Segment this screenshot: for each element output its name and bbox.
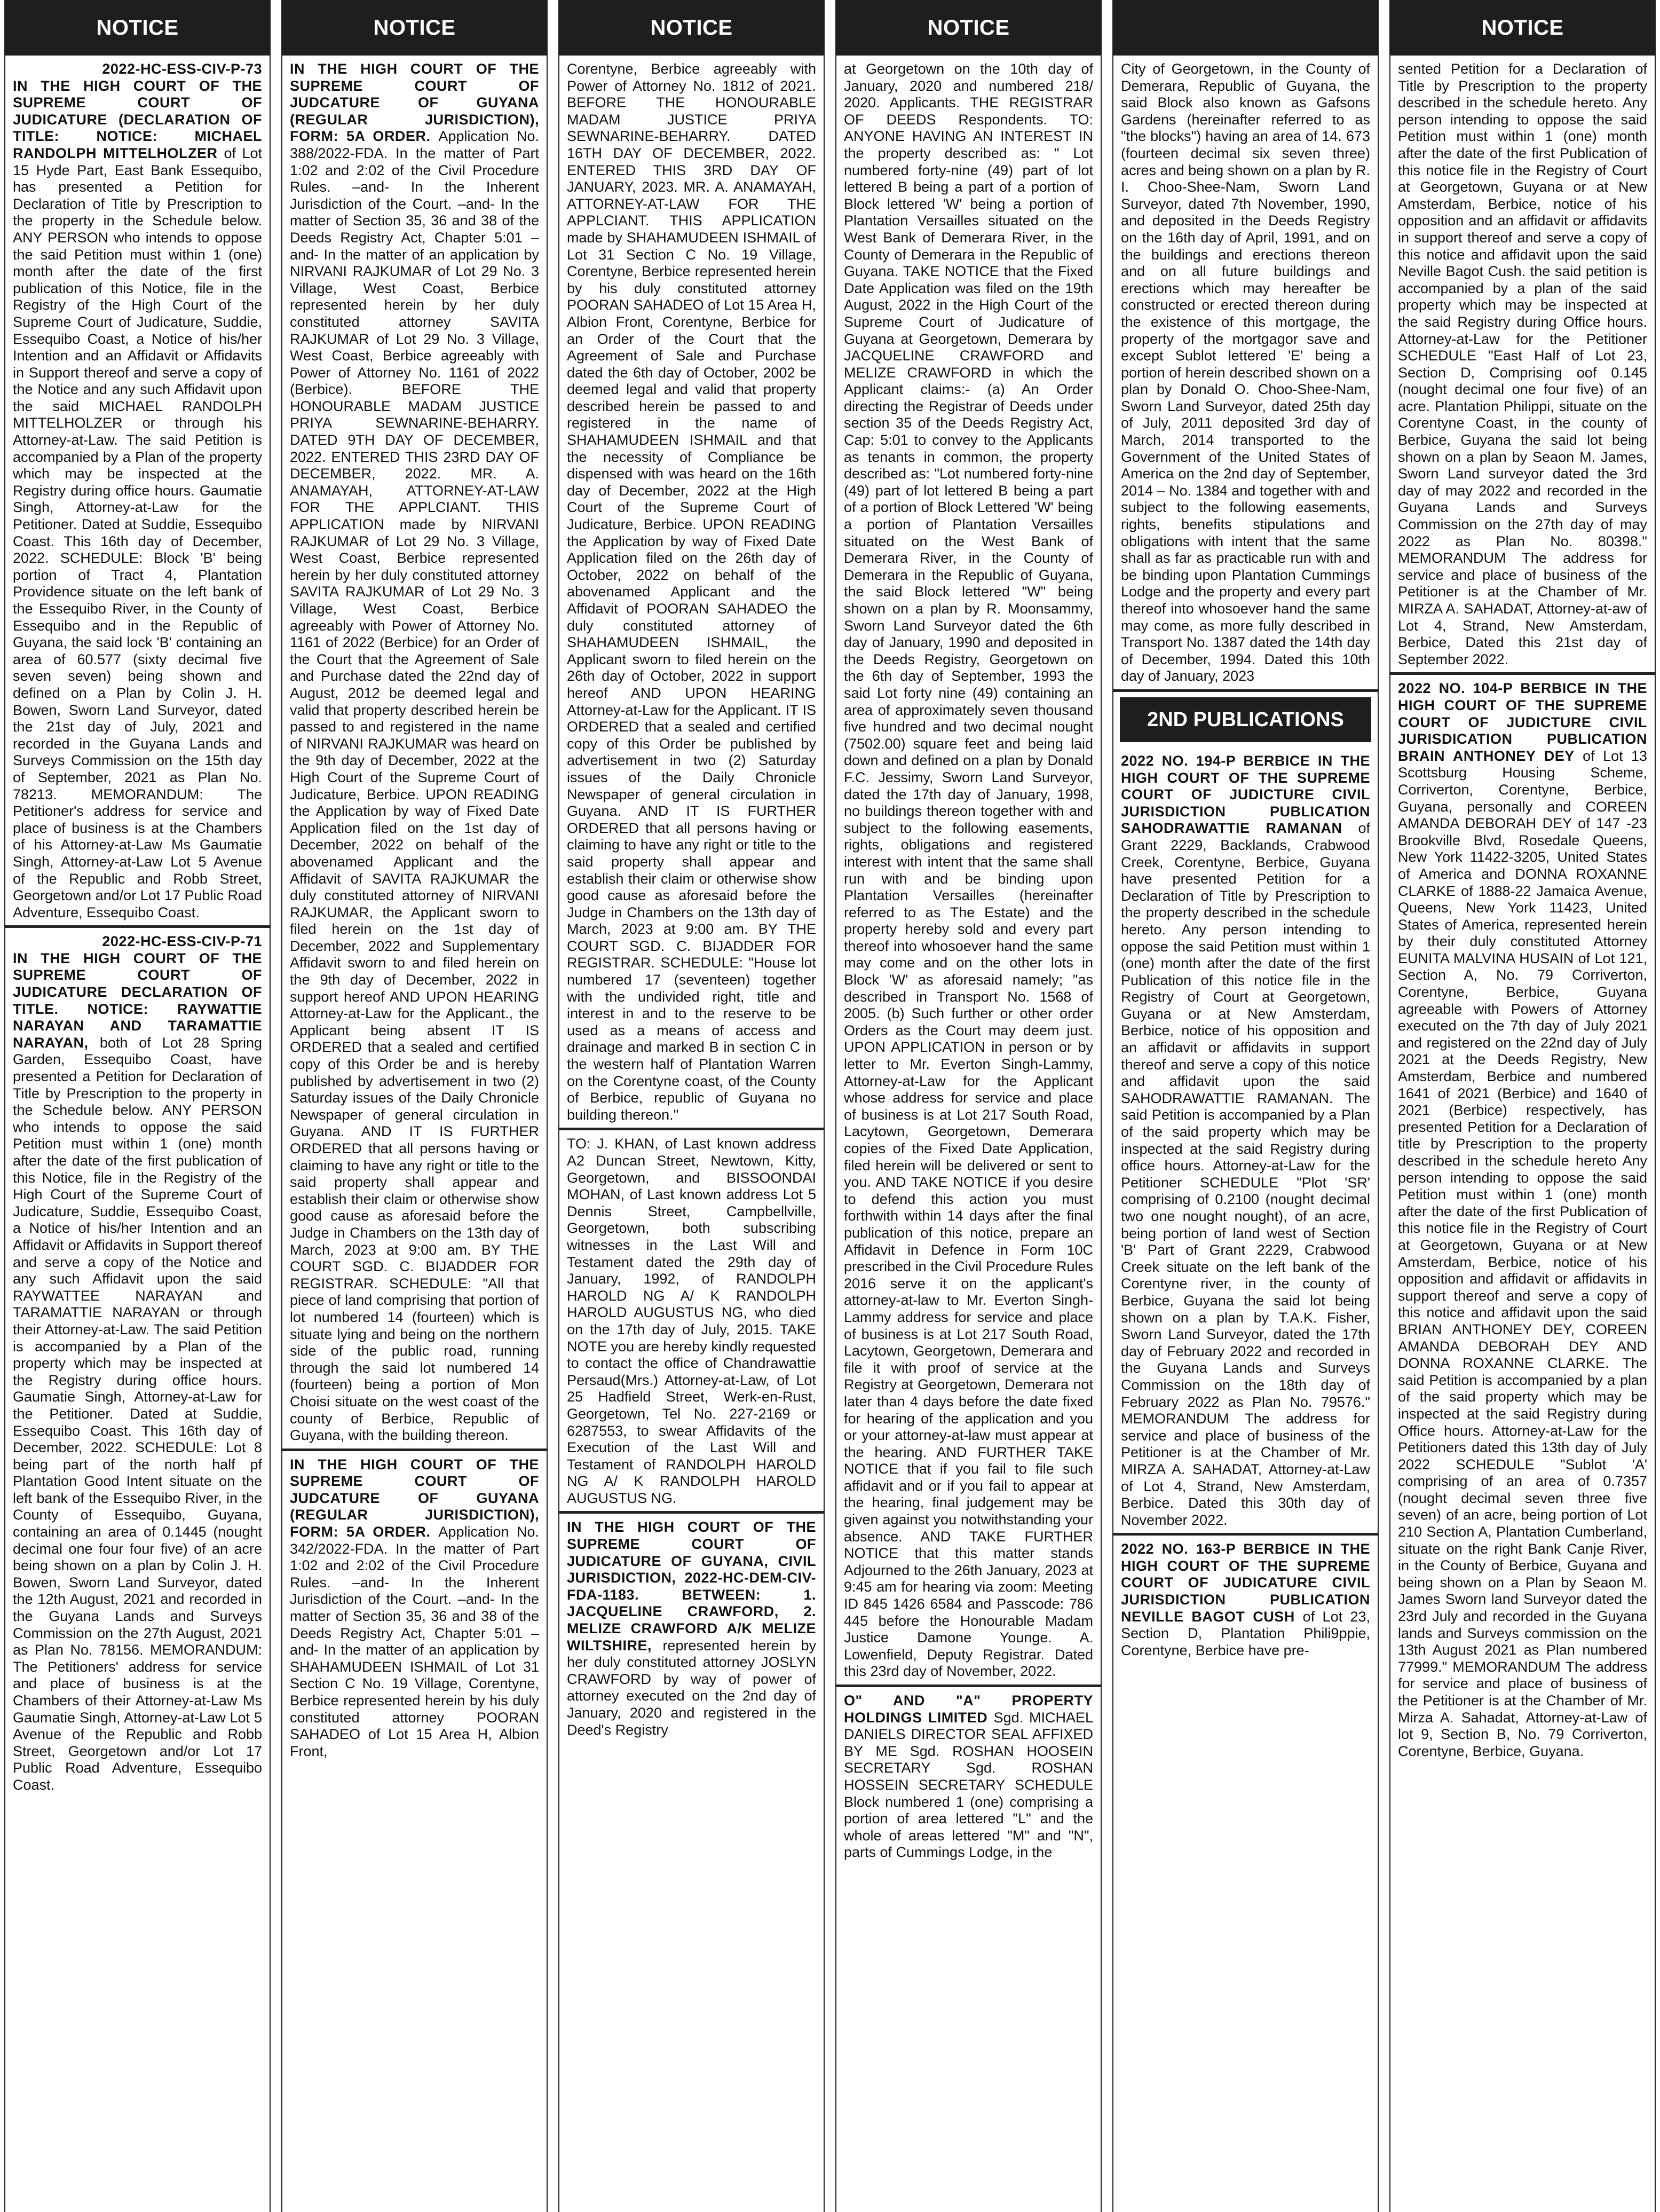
- legal-notice: [5, 928, 270, 1798]
- notice-body: of Lot 15 Hyde Part, East Bank Essequibo, has presented a Petition for Declaration of Title by Prescription to the property in the Schedule below. ANY PERSON who intends to oppose the said Petition must within 1 (one) month after the date of the first publication of this Notice, file in the Registry of the High Court of the Supreme Court of Judicature, Suddie, Essequibo Coast, a Notice of his/her Intention and an Affidavit or Affidavits in Support thereof and serve a copy of the Notice and any such Affidavit upon the said MICHAEL RANDOLPH MITTELHOLZER or through his Attorney-at-Law. The said Petition is accompanied by a Plan of the property which may be inspected at the Registry during office hours. Gaumatie Singh, Attorney-at-Law for the Petitioner. Dated at Suddie, Essequibo Coast. This 16th day of December, 2022. SCHEDULE: Block 'B' being portion of Tract 4, Plantation Providence situate on the left bank of the Essequibo River, in the County of Essequibo and in the Republic of Guyana, the said lock 'B' containing an area of 60.577 (sixty decimal five seven seven) being shown and defined on a Plan by Colin J. H. Bowen, Sworn Land Surveyor, dated the 21st day of July, 2021 and recorded in the Guyana Lands and Surveys Commission on the 15th day of September, 2021 as Plan No. 78213. MEMORANDUM: The Petitioner's address for service and place of business is at the Chambers of his Attorney-at-Law Ms Gaumatie Singh, Attorney-at-Law Lot 5 Avenue of the Republic and Robb Street, Georgetown and/or Lot 17 Public Road Adventure, Essequibo Coast.: [13, 145, 262, 920]
- column-header: NOTICE: [1390, 0, 1655, 56]
- legal-notice: [5, 56, 270, 928]
- notice-heading: IN THE HIGH COURT OF THE SUPREME COURT OF JUDCATURE OF GUYANA (REGULAR JURISDICTION), FORM: 5A ORDER.: [290, 61, 539, 145]
- notice-heading: IN THE HIGH COURT OF THE SUPREME COURT OF JUDICATURE (DECLARATION OF TITLE: NOTICE: MICHAEL RANDOLPH MITTELHOLZER: [13, 77, 262, 161]
- legal-notice: [1113, 56, 1378, 692]
- legal-notice: [1113, 747, 1378, 1536]
- column-6: [1389, 0, 1656, 2212]
- notice-heading: IN THE HIGH COURT OF THE SUPREME COURT OF JUDICATURE DECLARATION OF TITLE. NOTICE: RAYWATTIE NARAYAN AND TARAMATTIE NARAYAN,: [13, 950, 262, 1051]
- notice-heading: 2022 NO. 104-P BERBICE IN THE HIGH COURT OF THE SUPREME COURT OF JUDICTURE CIVIL JURISDICATION PUBLICATION BRAIN ANTHONEY DEY: [1398, 680, 1647, 764]
- notice-body: at Georgetown on the 10th day of January, 2020 and numbered 218/ 2020. Applicants. THE REGISTRAR OF DEEDS Respondents. TO: ANYONE HAVING AN INTEREST IN the property described as: " Lot numbered forty-nine (49) part of lot lettered B being a part of a portion of Block lettered 'W' being a portion of Plantation Versailles situated on the West Bank of Demerara River, in the County of Demerara in the Republic of Guyana. TAKE NOTICE that the Fixed Date Application was filed on the 19th August, 2022 in the High Court of the Supreme Court of Judicature of Guyana at Georgetown, Demerara by JACQUELINE CRAWFORD and MELIZE CRAWFORD in which the Applicant claims:- (a) An Order directing the Registrar of Deeds under section 35 of the Deeds Registry Act, Cap: 5:01 to convey to the Applicants as tenants in common, the property described as: "Lot numbered forty-nine (49) part of lot lettered B being a part of a portion of Block Lettered 'W' being a portion of Plantation Versailles situated on the West Bank of Demerara River, in the County of Demerara in the Republic of Guyana, the said Block lettered "W" being shown on a plan by R. Moonsammy, Sworn Land Surveyor dated the 6th day of January, 1990 and deposited in the Deeds Registry, Georgetown on the 6th day of September, 1993 the said Lot forty nine (49) containing an area of approximately seven thousand five hundred and two decimal nought (7502.00) square feet and being laid down and defined on a plan by Donald F.C. Jessimy, Sworn Land Surveyor, dated the 17th day of January, 1998, no buildings thereon together with and subject to the following easements, rights, obligations and registered interest with intent that the same shall run with and be binding upon Plantation Versailles (hereinafter referred to as The Estate) and the property hereby sold and every part thereof into whosoever hand the same may come and on the other lots in Block 'W' as aforesaid namely; "as described in Transport No. 1568 of 2005. (b) Such further or other order Orders as the Court may deem just. UPON APPLICATION in person or by letter to Mr. Everton Singh-Lammy, Attorney-at-Law for the Applicant whose address for service and place of business is at Lot 217 South Road, Lacytown, Georgetown, Demerara copies of the Fixed Date Application, filed herein will be delivered or sent to you. AND TAKE NOTICE if you desire to defend this action you must forthwith within 14 days after the final publication of this notice, prepare an Affidavit in Defence in Form 10C prescribed in the Civil Procedure Rules 2016 serve it on the applicant's attorney-at-law to Mr. Everton Singh-Lammy address for service and place of business is at Lot 217 South Road, Lacytown, Georgetown, Demerara and file it with proof of service at the Registry at Georgetown, Demerara not later than 4 days before the date fixed for hearing of the application and you or your attorney-at-law must appear at the hearing. AND FURTHER TAKE NOTICE that if you fail to file such affidavit and or if you fail to appear at the hearing, final judgement may be given against you notwithstanding your absence. AND TAKE FURTHER NOTICE that this matter stands Adjourned to the 26th January, 2023 at 9:45 am for hearing via zoom: Meeting ID 845 1426 6584 and Passcode: 786 445 before the Honourable Madam Justice Damone Younge. A. Lowenfield, Deputy Registrar. Dated this 23rd day of November, 2022.: [844, 61, 1093, 1680]
- legal-notice: [836, 1687, 1101, 1865]
- column-1: [4, 0, 271, 2212]
- legal-notice: [559, 1130, 824, 1514]
- legal-notice: [282, 56, 547, 1451]
- legal-notice: [1113, 1536, 1378, 1663]
- column-5: [1112, 0, 1379, 2212]
- notice-ref: 2022-HC-ESS-CIV-P-71: [102, 933, 262, 950]
- notice-heading: O" AND "A" PROPERTY HOLDINGS LIMITED: [844, 1693, 1093, 1726]
- section-header: 2ND PUBLICATIONS: [1120, 697, 1371, 742]
- notice-body: of Grant 2229, Backlands, Crabwood Creek, Corentyne, Berbice, Guyana have presented Petition for a Declaration of Title by Prescription to the property described in the schedule hereto. Any person intending to oppose the said Petition must within 1 (one) month after the date of the first Publication of this notice file in the Registry of Court at Georgetown, Guyana or at New Amsterdam, Berbice, notice of his opposition and an affidavit or affidavits in support thereof and serve a copy of this notice and affidavit upon the said SAHODRAWATTIE RAMANAN. The said Petition is accompanied by a Plan of the said property which may be inspected at the said Registry during office hours. Attorney-at-Law for the Petitioner SCHEDULE "Plot 'SR' comprising of 0.2100 (nought decimal two one nought nought), of an acre, being portion of land west of Section 'B' Part of Grant 2229, Crabwood Creek situate on the left bank of the Corentyne river, in the county of Berbice, Guyana the said lot being shown on a plan by T.A.K. Fisher, Sworn Land Surveyor, dated the 17th day of February 2022 and recorded in the Guyana Lands and Surveys Commission on the 18th day of February 2022 as Plan No. 79576." MEMORANDUM The address for service and place of business of the Petitioner is at the Chamber of Mr. MIRZA A. SAHADAT, Attorney-at-Law of Lot 4, Strand, New Amsterdam, Berbice. Dated this 30th day of November 2022.: [1121, 820, 1370, 1528]
- notice-body: Application No. 388/2022-FDA. In the matter of Part 1:02 and 2:02 of the Civil Procedure Rules. –and- In the Inherent Jurisdiction of the Court. –and- In the matter of Section 35, 36 and 38 of the Deeds Registry Act, Chapter 5:01 –and- In the matter of an application by NIRVANI RAJKUMAR of Lot 29 No. 3 Village, West Coast, Berbice represented herein by her duly constituted attorney SAVITA RAJKUMAR of Lot 29 No. 3 Village, West Coast, Berbice agreeably with Power of Attorney No. 1161 of 2022 (Berbice). BEFORE THE HONOURABLE MADAM JUSTICE PRIYA SEWNARINE-BEHARRY. DATED 9TH DAY OF DECEMBER, 2022. ENTERED THIS 23RD DAY OF DECEMBER, 2022. MR. A. ANAMAYAH, ATTORNEY-AT-LAW FOR THE APPLCIANT. THIS APPLICATION made by NIRVANI RAJKUMAR of Lot 29 No. 3 Village, West Coast, Berbice represented herein by her duly constituted attorney SAVITA RAJKUMAR of Lot 29 No. 3 Village, West Coast, Berbice agreeably with Power of Attorney No. 1161 of 2022 (Berbice) for an Order of the Court that the Agreement of Sale and Purchase dated the 22nd day of August, 2012 be deemed legal and valid that property described herein be passed to and registered in the name of NIRVANI RAJKUMAR was heard on the 9th day of December, 2022 at the High Court of the Supreme Court of Judicature, Berbice. UPON READING the Application by way of Fixed Date Application filed on the 1st day of December, 2022 on behalf of the abovenamed Applicant and the Affidavit of SAVITA RAJKUMAR the duly constituted attorney of NIRVANI RAJKUMAR, the Applicant sworn to filed herein on the 1st day of December, 2022 and Supplementary Affidavit sworn to and filed herein on the 9th day of December, 2022 in support hereof AND UPON HEARING Attorney-at-Law for the Applicant., the Applicant being absent IT IS ORDERED that a sealed and certified copy of this Order be and is hereby published by advertisement in two (2) Saturday issues of the Daily Chronicle Newspaper of general circulation in Guyana. AND IT IS FURTHER ORDERED that all persons having or claiming to have any right or title to the said property shall appear and establish their claim or otherwise show good cause as aforesaid before the Judge in Chambers on the 13th day of March, 2023 at 9:00 am. BY THE COURT SGD. C. BIJADDER FOR REGISTRAR. SCHEDULE: "All that piece of land comprising that portion of lot numbered 14 (fourteen) which is situate lying and being on the northern side of the public road, running through the said lot numbered 14 (fourteen) being a portion of Mon Choisi situate on the west coast of the county of Berbice, Republic of Guyana, with the building thereon.: [290, 128, 539, 1444]
- notice-body: Corentyne, Berbice agreeably with Power of Attorney No. 1812 of 2021. BEFORE THE HONOURABLE MADAM JUSTICE PRIYA SEWNARINE-BEHARRY. DATED 16TH DAY OF DECEMBER, 2022. ENTERED THIS 3RD DAY OF JANUARY, 2023. MR. A. ANAMAYAH, ATTORNEY-AT-LAW FOR THE APPLCIANT. THIS APPLICATION made by SHAHAMUDEEN ISHMAIL of Lot 31 Section C No. 19 Village, Corentyne, Berbice represented herein by his duly constituted attorney POORAN SAHADEO of Lot 15 Area H, Albion Front, Corentyne, Berbice for an Order of the Court that the Agreement of Sale and Purchase dated the 6th day of October, 2002 be deemed legal and valid that property described herein be passed to and registered in the name of SHAHAMUDEEN ISHMAIL and that the necessity of Compliance be dispensed with was heard on the 16th day of December, 2022 at the High Court of the Supreme Court of Judicature, Berbice. UPON READING the Application by way of Fixed Date Application filed on the 26th day of October, 2022 on behalf of the abovenamed Applicant and the Affidavit of POORAN SAHADEO the duly constituted attorney of SHAHAMUDEEN ISHMAIL, the Applicant sworn to filed herein on the 26th day of October, 2022 in support hereof AND UPON HEARING Attorney-at-Law for the Applicant. IT IS ORDERED that a sealed and certified copy of this Order be published by advertisement in two (2) Saturday issues of the Daily Chronicle Newspaper of general circulation in Guyana. AND IT IS FURTHER ORDERED that all persons having or claiming to have any right or title to the said property shall appear and establish their claim or otherwise show good cause as aforesaid before the Judge in Chambers on the 13th day of March, 2023 at 9:00 am. BY THE COURT SGD. C. BIJADDER FOR REGISTRAR. SCHEDULE: "House lot numbered 17 (seventeen) together with the undivided right, title and interest in and to the reserve to be used as a means of access and drainage and marked B in section C in the western half of Plantation Warren on the Corentyne coast, of the County of Berbice, republic of Guyana no building thereon.": [567, 61, 816, 1123]
- notice-heading: 2022 NO. 194-P BERBICE IN THE HIGH COURT OF THE SUPREME COURT OF JUDICTURE CIVIL JURISDICTION PUBLICATION SAHODRAWATTIE RAMANAN: [1121, 752, 1370, 837]
- notice-heading: IN THE HIGH COURT OF THE SUPREME COURT OF JUDCATURE OF GUYANA (REGULAR JURISDICTION), FORM: 5A ORDER.: [290, 1456, 539, 1540]
- notice-body: Application No. 342/2022-FDA. In the matter of Part 1:02 and 2:02 of the Civil Procedure Rules. –and- In the Inherent Jurisdiction of the Court. –and- In the matter of Section 35, 36 and 38 of the Deeds Registry Act, Chapter 5:01 –and- In the matter of an application by SHAHAMUDEEN ISHMAIL of Lot 31 Section C No. 19 Village, Corentyne, Berbice represented herein by his duly constituted attorney POORAN SAHADEO of Lot 15 Area H, Albion Front,: [290, 1524, 539, 1759]
- legal-notice: [559, 56, 824, 1130]
- column-2: [281, 0, 548, 2212]
- legal-notice: [282, 1451, 547, 1765]
- column-header: NOTICE: [282, 0, 547, 56]
- column-header: NOTICE: [559, 0, 824, 56]
- notice-body: of Lot 13 Scottsburg Housing Scheme, Corriverton, Corentyne, Berbice, Guyana, personally and COREEN AMANDA DEBORAH DEY of 147 -23 Brookville Blvd, Rosedale Queens, New York 11422-3205, United States of America and DONNA ROXANNE CLARKE of 1888-22 Jamaica Avenue, Queens, New York 11423, United States of America, represented herein by their duly constituted Attorney EUNITA MALVINA HUSAIN of Lot 121, Section A, No. 79 Corriverton, Corentyne, Berbice, Guyana agreeable with Powers of Attorney executed on the 7th day of July 2021 and registered on the 22nd day of July 2021 at the Deeds Registry, New Amsterdam, Berbice and numbered 1641 of 2021 (Berbice) and 1640 of 2021 (Berbice) respectively, has presented Petition for a Declaration of title by Prescription to the property described in the schedule hereto Any person intending to oppose the said Petition must within 1 (one) month after the date of the first Publication of this notice file in the Registry of Court at Georgetown, Guyana or at New Amsterdam, Berbice, notice of his opposition and affidavit or affidavits in support thereof and serve a copy of this notice and affidavit upon the said BRIAN ANTHONEY DEY, COREEN AMANDA DEBORAH DEY AND DONNA ROXANNE CLARKE. The said Petition is accompanied by a plan of the said property which may be inspected at the said Registry during Office hours. Attorney-at-Law for the Petitioners dated this 13th day of July 2022 SCHEDULE "Sublot 'A' comprising of an area of 0.7357 (nought decimal seven three five seven) of an acre, being portion of Lot 210 Section A, Plantation Cumberland, situate on the right Bank Canje River, in the County of Berbice, Guyana and being shown on a Plan by Seaon M. James Sworn land Surveyor dated the 23rd July and recorded in the Guyana lands and Surveys commission on the 13th August 2021 as Plan numbered 77999." MEMORANDUM The address for service and place of business of the Petitioner is at the Chamber of Mr. Mirza A. Sahadat, Attorney-at-Law of lot 9, Section B, No. 79 Corriverton, Corentyne, Berbice, Guyana.: [1398, 747, 1648, 1759]
- notice-body: TO: J. KHAN, of Last known address A2 Duncan Street, Newtown, Kitty, Georgetown, and BISSOONDAI MOHAN, of Last known address Lot 5 Dennis Street, Campbellville, Georgetown, both subscribing witnesses in the Last Will and Testament dated the 29th day of January, 1992, of RANDOLPH HAROLD NG A/ K RANDOLPH HAROLD AUGUSTUS NG, who died on the 17th day of July, 2015. TAKE NOTE you are hereby kindly requested to contact the office of Chandrawattie Persaud(Mrs.) Attorney-at-Law, of Lot 25 Hadfield Street, Werk-en-Rust, Georgetown, Tel No. 227-2169 or 6287553, to swear Affidavits of the Execution of the Last Will and Testament of RANDOLPH HAROLD NG A/ K RANDOLPH HAROLD AUGUSTUS NG.: [567, 1136, 816, 1506]
- legal-notice: [1390, 675, 1655, 1764]
- notice-ref: 2022-HC-ESS-CIV-P-73: [102, 61, 262, 77]
- notice-body: of Lot 23, Section D, Plantation Phili9ppie, Corentyne, Berbice have pre-: [1121, 1608, 1371, 1658]
- legal-notice: [1390, 56, 1655, 675]
- notice-body: sented Petition for a Declaration of Title by Prescription to the property described in the schedule hereto. Any person intending to oppose the said Petition must within 1 (one) month after the date of the first Publication of this notice file in the Registry of Court at Georgetown, Guyana or at New Amsterdam, Berbice, notice of his opposition and an affidavit or affidavits in support thereof and serve a copy of this notice and affidavit upon the said Neville Bagot Cush. the said petition is accompanied by a plan of the said property which may be inspected at the said Registry during Office hours. Attorney-at-Law for the Petitioner SCHEDULE "East Half of Lot 23, Section D, Comprising oof 0.145 (nought decimal one four five) of an acre. Plantation Philippi, situate on the Corentyne Coast, in the county of Berbice, Guyana the said lot being shown on a plan by Seaon M. James, Sworn Land surveyor dated the 3rd day of may 2022 and recorded in the Guyana Lands and Surveys Commission on the 27th day of may 2022 as Plan No. 80398." MEMORANDUM The address for service and place of business of the Petitioner is at the Chamber of Mr. MIRZA A. SAHADAT, Attorney-at-aw of Lot 4, Strand, New Amsterdam, Berbice, Dated this 21st day of September 2022.: [1398, 61, 1647, 667]
- notice-heading: IN THE HIGH COURT OF THE SUPREME COURT OF JUDICATURE OF GUYANA, CIVIL JURISDICTION, 2022-HC-DEM-CIV-FDA-1183. BETWEEN: 1. JACQUELINE CRAWFORD, 2. MELIZE CRAWFORD A/K MELIZE WILTSHIRE,: [567, 1519, 816, 1654]
- column-header: [1113, 0, 1378, 56]
- notice-body: City of Georgetown, in the County of Demerara, Republic of Guyana, the said Block also known as Gafsons Gardens (hereinafter referred to as "the blocks") having an area of 14. 673 (fourteen decimal six seven three) acres and being shown on a plan by R. I. Choo-Shee-Nam, Sworn Land Surveyor, dated 7th November, 1990, and deposited in the Deeds Registry on the 16th day of April, 1991, and on the buildings and erections thereon and on all future buildings and erections which may hereafter be constructed or erected thereon during the existence of this mortgage, the property of the mortgagor save and except Sublot lettered 'E' being a portion of herein described shown on a plan by Donald O. Choo-Shee-Nam, Sworn Land Surveyor, dated 25th day of July, 2011 deposited 3rd day of March, 2014 transported to the Government of the United States of America on the 2nd day of September, 2014 – No. 1384 and together with and subject to the following easements, rights, benefits stipulations and obligations with intent that the same shall as far as practicable run with and be binding upon Plantation Cummings Lodge and the property and every part thereof into whosoever hand the same may come, as more fully described in Transport No. 1387 dated the 14th day of December, 1994. Dated this 10th day of January, 2023: [1121, 61, 1370, 684]
- notice-body: both of Lot 28 Spring Garden, Essequibo Coast, have presented a Petition for Declaration of Title by Prescription to the property in the Schedule below. ANY PERSON who intends to oppose the said Petition must within 1 (one) month after the date of the first publication of this Notice, file in the Registry of the High Court of the Supreme Court of Judicature, Suddie, Essequibo Coast, a Notice of his/her Intention and an Affidavit or Affidavits in Support thereof and serve a copy of the Notice and any such Affidavit upon the said RAYWATTEE NARAYAN and TARAMATTIE NARAYAN or through their Attorney-at-Law. The said Petition is accompanied by a Plan of the property which may be inspected at the Registry during office hours. Gaumatie Singh, Attorney-at-Law for the Petitioner. Dated at Suddie, Essequibo Coast. This 16th day of December, 2022. SCHEDULE: Lot 8 being part of the north half pf Plantation Good Intent situate on the left bank of the Essequibo River, in the County of Essequibo, Guyana, containing an area of 0.1445 (nought decimal one four four five) of an acre being shown on a plan by Colin J. H. Bowen, Sworn Land Surveyor, dated the 12th August, 2021 and recorded in the Guyana Lands and Surveys Commission on the 27th August, 2021 as Plan No. 78156. MEMORANDUM: The Petitioners' address for service and place of business is at the Chambers of their Attorney-at-Law Ms Gaumatie Singh, Attorney-at-Law Lot 5 Avenue of the Republic and Robb Street, Georgetown and/or Lot 17 Public Road Adventure, Essequibo Coast.: [13, 1034, 263, 1793]
- column-3: [558, 0, 825, 2212]
- notice-heading: 2022 NO. 163-P BERBICE IN THE HIGH COURT OF THE SUPREME COURT OF JUDICATURE CIVIL JURISDICTION PUBLICATION NEVILLE BAGOT CUSH: [1121, 1541, 1370, 1625]
- legal-notice: [559, 1514, 824, 1743]
- column-header: NOTICE: [5, 0, 270, 56]
- legal-notice: [836, 56, 1101, 1687]
- column-header: NOTICE: [836, 0, 1101, 56]
- column-4: [835, 0, 1102, 2212]
- notice-body: represented herein by her duly constituted attorney JOSLYN CRAWFORD by way of power of attorney executed on the 2nd day of January, 2020 and registered in the Deed's Registry: [567, 1637, 816, 1738]
- notice-body: Sgd. MICHAEL DANIELS DIRECTOR SEAL AFFIXED BY ME Sgd. ROSHAN HOOSEIN SECRETARY Sgd. ROSHAN HOSSEIN SECRETARY SCHEDULE Block numbered 1 (one) comprising a portion of area lettered "L" and the whole of areas lettered "M" and "N", parts of Cummings Lodge, in the: [844, 1709, 1093, 1861]
